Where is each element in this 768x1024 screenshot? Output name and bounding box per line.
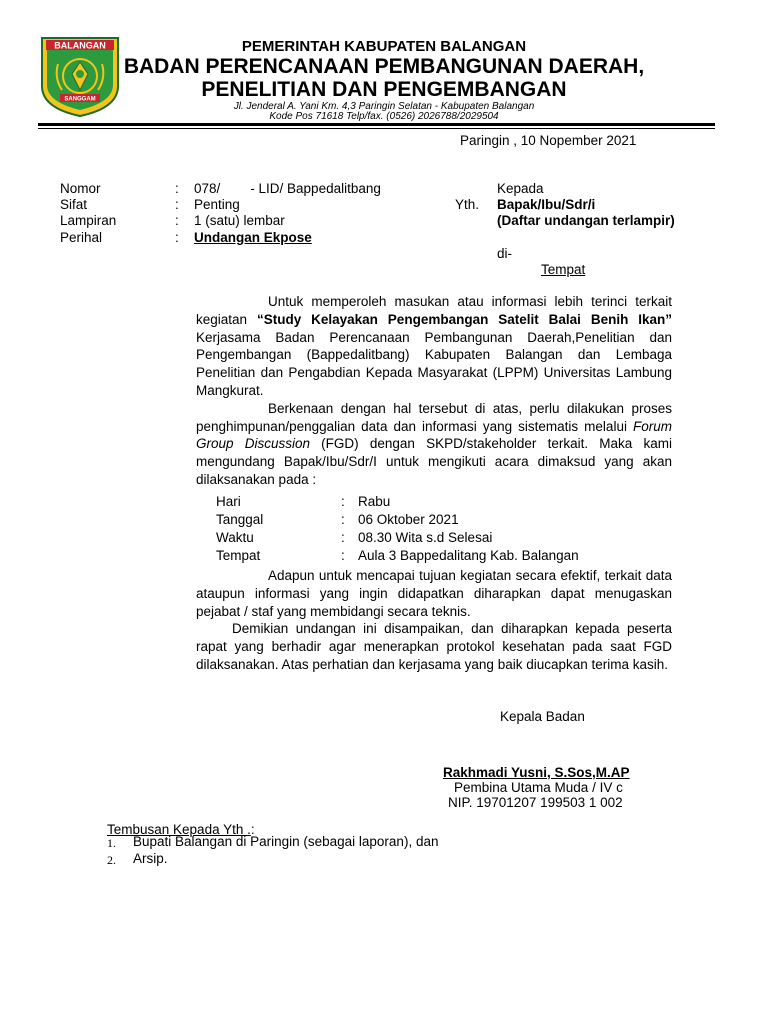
lampiran-colon: :	[175, 213, 179, 228]
lampiran-value: 1 (satu) lembar	[194, 213, 285, 228]
cc-heading-text: Tembusan Kepada Yth .	[107, 822, 251, 837]
hari-label: Hari	[216, 494, 241, 509]
recipient-name: Bapak/Ibu/Sdr/i	[497, 197, 596, 212]
tempat-label: Tempat	[216, 548, 261, 563]
body-block-2	[196, 567, 672, 674]
letter-date: Paringin , 10 Nopember 2021	[460, 133, 637, 148]
kop-agency-line2: PENELITIAN DAN PENGEMBANGAN	[201, 78, 567, 101]
kop-divider-thick	[38, 123, 715, 126]
perihal-value: Undangan Ekpose	[194, 230, 312, 245]
cc-list-item	[107, 834, 439, 852]
recipient-tempat: Tempat	[541, 262, 586, 277]
paragraph-1	[196, 293, 672, 400]
paragraph-1-rest: Kerjasama Badan Perencanaan Pembangunan Daerah,Penelitian dan Pengembangan (Bappedalitbang) Kabupaten Balangan dan Lembaga Penelitian dan Pengabdian Kepada Masyarakat (LPPM) Universitas Lambung Mangkurat.	[196, 329, 672, 398]
paragraph-3: Adapun untuk mencapai tujuan kegiatan secara efektif, terkait data ataupun informasi yang ingin didapatkan diharapkan dapat menugaskan pejabat / staf yang membidangi secara teknis.	[196, 568, 672, 619]
sifat-colon: :	[175, 197, 179, 212]
tempat-colon: :	[341, 548, 345, 563]
kop-government: PEMERINTAH KABUPATEN BALANGAN	[241, 38, 527, 55]
cc-list-item	[107, 851, 168, 869]
tanggal-label: Tanggal	[216, 512, 264, 527]
recipient-kepada: Kepada	[497, 181, 544, 196]
cc-item-text: Bupati Balangan di Paringin (sebagai laporan), dan	[133, 834, 439, 849]
waktu-colon: :	[341, 530, 345, 545]
waktu-label: Waktu	[216, 530, 254, 545]
paragraph-1-activity: “Study Kelayakan Pengembangan Satelit Balai Benih Ikan”	[256, 311, 672, 327]
paragraph-2-fgd: Forum Group Discussion	[196, 418, 672, 452]
recipient-yth: Yth.	[455, 197, 480, 212]
logo-ribbon-text: SANGGAM	[64, 96, 96, 103]
kop-address: Jl. Jenderal A. Yani Km. 4,3 Paringin Selatan - Kabupaten Balangan	[233, 101, 535, 112]
perihal-label: Perihal	[60, 230, 103, 245]
tanggal-value: 06 Oktober 2021	[358, 512, 459, 527]
signature-rank: Pembina Utama Muda / IV c	[454, 780, 623, 795]
nomor-colon: :	[175, 181, 179, 196]
paragraph-2-rest: (FGD) dengan SKPD/stakeholder terkait. Maka kami mengundang Bapak/Ibu/Sdr/I untuk mengikuti acara dimaksud yang akan dilaksanakan pada :	[196, 436, 672, 487]
signature-title: Kepala Badan	[500, 709, 585, 724]
cc-item-number: 2.	[107, 853, 116, 867]
paragraph-1-intro: Untuk memperoleh masukan atau informasi lebih terinci terkait kegiatan	[196, 294, 672, 327]
kop-agency-line1: BADAN PERENCANAAN PEMBANGUNAN DAERAH,	[123, 55, 645, 78]
cc-item-text: Arsip.	[133, 851, 168, 866]
hari-colon: :	[341, 494, 345, 509]
cc-item-number: 1.	[107, 836, 116, 850]
perihal-colon: :	[175, 230, 179, 245]
signature-nip: NIP. 19701207 199503 1 002	[448, 795, 623, 810]
sifat-label: Sifat	[60, 197, 88, 212]
signature-name: Rakhmadi Yusni, S.Sos,M.AP	[443, 765, 630, 780]
paragraph-2	[196, 400, 672, 489]
cc-heading-colon: :	[250, 822, 255, 837]
body-block-1	[196, 293, 672, 489]
sifat-value: Penting	[194, 197, 240, 212]
paragraph-2-intro: Berkenaan dengan hal tersebut di atas, perlu dilakukan proses penghimpunan/penggalian data dan informasi yang sistematis melalui	[196, 400, 672, 434]
paragraph-4: Demikian undangan ini disampaikan, dan diharapkan kepada peserta rapat yang berhadir agar menerapkan protokol kesehatan pada saat FGD dilaksanakan. Atas perhatian dan kerjasama yang baik diucapkan terima kasih.	[196, 621, 672, 672]
tanggal-colon: :	[341, 512, 345, 527]
hari-value: Rabu	[358, 494, 391, 509]
kop-divider-thin	[38, 128, 715, 129]
kop-contact: Kode Pos 71618 Telp/fax. (0526) 2026788/2029504	[269, 111, 499, 122]
recipient-note: (Daftar undangan terlampir)	[497, 213, 675, 228]
waktu-value: 08.30 Wita s.d Selesai	[358, 530, 493, 545]
logo-text: BALANGAN	[54, 40, 106, 51]
recipient-di: di-	[497, 246, 513, 261]
lampiran-label: Lampiran	[60, 213, 117, 228]
tempat-value: Aula 3 Bappedalitang Kab. Balangan	[358, 548, 579, 563]
nomor-value: 078/ - LID/ Bappedalitbang	[194, 181, 381, 196]
nomor-label: Nomor	[60, 181, 101, 196]
